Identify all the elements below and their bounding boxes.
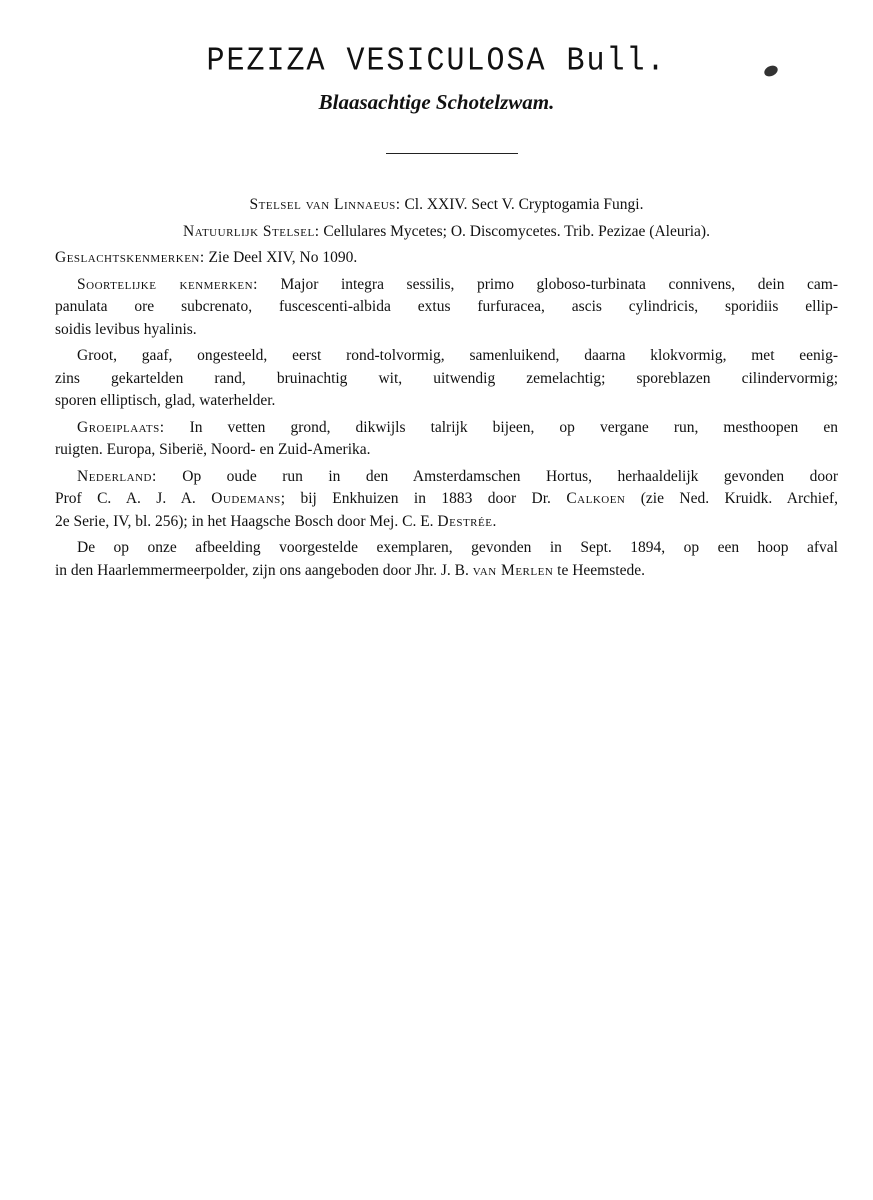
natural-text: Cellulares Mycetes; O. Discomycetes. Trib. Pezizae (Aleuria). [323, 222, 710, 240]
provenance-line-2 [55, 560, 838, 583]
description-paragraph [55, 345, 838, 413]
netherlands-line-1 [55, 466, 838, 489]
netherlands-label: Nederland: [77, 467, 157, 485]
netherlands-text-1: Op oude run in den Amsterdamschen Hortus, herhaaldelijk gevonden door [182, 467, 838, 485]
linnaeus-system-line [55, 194, 838, 217]
person-destree: Destrée [437, 512, 493, 530]
person-oudemans: Oudemans [211, 490, 281, 507]
page-subtitle: Blaasachtige Schotelzwam. [318, 90, 555, 114]
natural-system-line [55, 221, 838, 244]
netherlands-text-2c: (zie Ned. Kruidk. Archief, [625, 490, 838, 507]
genus-label: Geslachtskenmerken: [55, 249, 205, 266]
netherlands-text-3a: 2e Serie, IV, bl. 256); in het Haagsche Bosch door Mej. C. E. [55, 512, 438, 530]
provenance-paragraph [55, 537, 838, 582]
species-label: Soortelijke kenmerken: [77, 275, 258, 293]
genus-text: Zie Deel XIV, No 1090. [208, 249, 358, 266]
netherlands-line-2 [55, 488, 838, 511]
title-divider [386, 153, 518, 154]
habitat-label: Groeiplaats: [77, 418, 165, 436]
habitat-line-2: ruigten. Europa, Siberië, Noord- en Zuid-Amerika. [55, 441, 371, 458]
species-line-1 [55, 274, 838, 297]
netherlands-text-2b: ; bij Enkhuizen in 1883 door Dr. [280, 490, 567, 507]
natural-label: Natuurlijk Stelsel: [183, 222, 320, 240]
species-line-3: soidis levibus hyalinis. [55, 320, 197, 338]
habitat-paragraph [55, 417, 838, 462]
linnaeus-text: Cl. XXIV. Sect V. Cryptogamia Fungi. [404, 196, 644, 213]
document-body [55, 194, 838, 582]
description-line-3: sporen elliptisch, glad, waterhelder. [55, 392, 276, 409]
description-line-1: Groot, gaaf, ongesteeld, eerst rond-tolvormig, samenluikend, daarna klokvormig, met eenig- [77, 347, 838, 364]
description-line-2: zins gekartelden rand, bruinachtig wit, uitwendig zemelachtig; sporeblazen cilindervormig; [55, 369, 838, 387]
page-title: PEZIZA VESICULOSA Bull. [206, 43, 667, 81]
provenance-line-1: De op onze afbeelding voorgestelde exemplaren, gevonden in Sept. 1894, op een hoop afval [77, 539, 838, 556]
provenance-text-2b: te Heemstede. [553, 561, 645, 579]
netherlands-text-3b: . [492, 512, 497, 530]
habitat-text-1: In vetten grond, dikwijls talrijk bijeen, op vergane run, mesthoopen en [189, 418, 838, 436]
linnaeus-label: Stelsel van Linnaeus: [249, 196, 401, 213]
netherlands-line-3 [55, 511, 838, 534]
person-calkoen: Calkoen [566, 490, 626, 507]
species-paragraph [55, 274, 838, 342]
species-line-2: panulata ore subcrenato, fuscescenti-albida extus furfuracea, ascis cylindricis, sporidiis ellip- [55, 298, 838, 315]
species-text-1: Major integra sessilis, primo globoso-turbinata connivens, dein cam- [280, 275, 839, 293]
netherlands-text-2a: Prof C. A. J. A. [55, 490, 212, 507]
person-van-merlen: van Merlen [472, 561, 554, 579]
provenance-text-2a: in den Haarlemmermeerpolder, zijn ons aangeboden door Jhr. J. B. [55, 561, 473, 579]
netherlands-paragraph [55, 466, 838, 534]
habitat-line-1 [55, 417, 838, 440]
genus-line [55, 247, 838, 270]
